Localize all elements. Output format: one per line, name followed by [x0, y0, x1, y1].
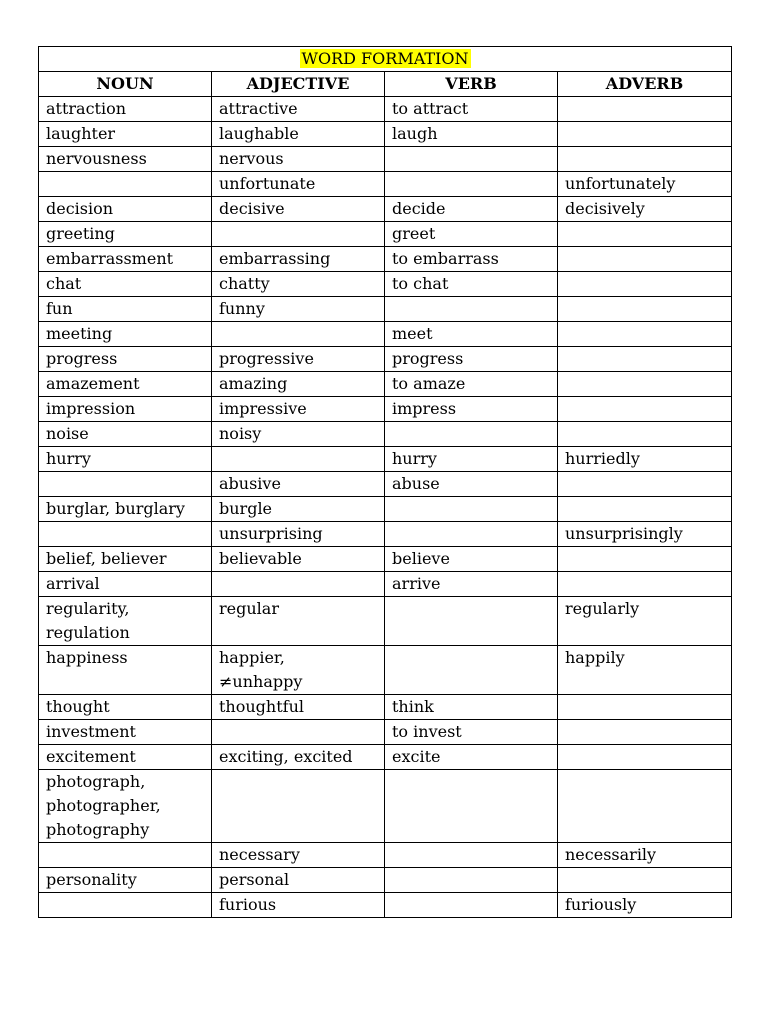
adverb-cell — [558, 247, 732, 272]
table-row — [39, 197, 732, 222]
adjective-cell: attractive — [212, 97, 385, 122]
table-row — [39, 222, 732, 247]
adverb-cell: hurriedly — [558, 447, 732, 472]
column-header-adjective: ADJECTIVE — [212, 72, 385, 97]
table-row — [39, 497, 732, 522]
noun-cell — [39, 522, 212, 547]
adjective-cell: chatty — [212, 272, 385, 297]
noun-cell: nervousness — [39, 147, 212, 172]
table-row — [39, 597, 732, 646]
noun-cell: personality — [39, 868, 212, 893]
table-row — [39, 547, 732, 572]
adverb-cell — [558, 147, 732, 172]
noun-cell: embarrassment — [39, 247, 212, 272]
noun-cell: hurry — [39, 447, 212, 472]
noun-cell: investment — [39, 720, 212, 745]
adverb-cell — [558, 868, 732, 893]
adverb-cell: regularly — [558, 597, 732, 646]
table-row — [39, 97, 732, 122]
verb-cell — [385, 172, 558, 197]
table-row — [39, 422, 732, 447]
noun-cell — [39, 172, 212, 197]
verb-cell — [385, 297, 558, 322]
verb-cell — [385, 770, 558, 843]
table-row — [39, 695, 732, 720]
adverb-cell — [558, 745, 732, 770]
verb-cell: hurry — [385, 447, 558, 472]
table-title-cell — [39, 47, 732, 72]
table-row — [39, 372, 732, 397]
verb-cell — [385, 147, 558, 172]
verb-cell — [385, 497, 558, 522]
adjective-cell: happier, ≠unhappy — [212, 646, 385, 695]
adjective-cell: burgle — [212, 497, 385, 522]
verb-cell: to invest — [385, 720, 558, 745]
adverb-cell — [558, 97, 732, 122]
adverb-cell — [558, 322, 732, 347]
noun-cell: noise — [39, 422, 212, 447]
table-row — [39, 172, 732, 197]
table-row — [39, 297, 732, 322]
noun-cell: chat — [39, 272, 212, 297]
noun-cell: impression — [39, 397, 212, 422]
verb-cell: to embarrass — [385, 247, 558, 272]
adjective-cell: unsurprising — [212, 522, 385, 547]
table-row — [39, 147, 732, 172]
verb-cell: excite — [385, 745, 558, 770]
noun-cell: arrival — [39, 572, 212, 597]
adjective-cell: progressive — [212, 347, 385, 372]
noun-cell: happiness — [39, 646, 212, 695]
adjective-cell: believable — [212, 547, 385, 572]
noun-cell — [39, 472, 212, 497]
adverb-cell — [558, 297, 732, 322]
noun-cell: burglar, burglary — [39, 497, 212, 522]
verb-cell: decide — [385, 197, 558, 222]
noun-cell: regularity, regulation — [39, 597, 212, 646]
adjective-cell — [212, 447, 385, 472]
noun-cell: decision — [39, 197, 212, 222]
adjective-cell: embarrassing — [212, 247, 385, 272]
adverb-cell — [558, 347, 732, 372]
verb-cell: arrive — [385, 572, 558, 597]
adjective-cell: impressive — [212, 397, 385, 422]
verb-cell: to amaze — [385, 372, 558, 397]
adjective-cell: abusive — [212, 472, 385, 497]
adjective-cell: amazing — [212, 372, 385, 397]
adverb-cell — [558, 397, 732, 422]
verb-cell: impress — [385, 397, 558, 422]
verb-cell: to attract — [385, 97, 558, 122]
adjective-cell: laughable — [212, 122, 385, 147]
adverb-cell — [558, 547, 732, 572]
adjective-cell: regular — [212, 597, 385, 646]
adjective-cell: exciting, excited — [212, 745, 385, 770]
adjective-cell — [212, 770, 385, 843]
noun-cell: meeting — [39, 322, 212, 347]
verb-cell: believe — [385, 547, 558, 572]
noun-cell: belief, believer — [39, 547, 212, 572]
adverb-cell — [558, 472, 732, 497]
noun-cell: greeting — [39, 222, 212, 247]
adverb-cell: furiously — [558, 893, 732, 918]
table-row — [39, 397, 732, 422]
adverb-cell — [558, 272, 732, 297]
adverb-cell — [558, 122, 732, 147]
verb-cell: progress — [385, 347, 558, 372]
table-row — [39, 572, 732, 597]
table-row — [39, 122, 732, 147]
table-row — [39, 347, 732, 372]
noun-cell: amazement — [39, 372, 212, 397]
adverb-cell — [558, 372, 732, 397]
table-row — [39, 843, 732, 868]
adjective-cell: thoughtful — [212, 695, 385, 720]
table-row — [39, 447, 732, 472]
adjective-cell: furious — [212, 893, 385, 918]
table-row — [39, 247, 732, 272]
column-header-row — [39, 72, 732, 97]
table-row — [39, 720, 732, 745]
noun-cell: fun — [39, 297, 212, 322]
verb-cell — [385, 597, 558, 646]
adjective-cell — [212, 322, 385, 347]
adverb-cell — [558, 497, 732, 522]
adjective-cell: noisy — [212, 422, 385, 447]
adjective-cell — [212, 572, 385, 597]
noun-cell: progress — [39, 347, 212, 372]
adverb-cell — [558, 422, 732, 447]
verb-cell: greet — [385, 222, 558, 247]
verb-cell: meet — [385, 322, 558, 347]
column-header-verb: VERB — [385, 72, 558, 97]
adjective-cell — [212, 720, 385, 745]
table-row — [39, 868, 732, 893]
table-row — [39, 522, 732, 547]
table-row — [39, 272, 732, 297]
table-row — [39, 745, 732, 770]
adverb-cell: decisively — [558, 197, 732, 222]
column-header-noun: NOUN — [39, 72, 212, 97]
table-row — [39, 770, 732, 843]
noun-cell: excitement — [39, 745, 212, 770]
adjective-cell: necessary — [212, 843, 385, 868]
noun-cell — [39, 843, 212, 868]
table-row — [39, 322, 732, 347]
noun-cell: photograph, photographer, photography — [39, 770, 212, 843]
adverb-cell: unsurprisingly — [558, 522, 732, 547]
verb-cell — [385, 843, 558, 868]
adverb-cell — [558, 572, 732, 597]
word-formation-table — [38, 46, 732, 918]
verb-cell: think — [385, 695, 558, 720]
verb-cell — [385, 868, 558, 893]
column-header-adverb: ADVERB — [558, 72, 732, 97]
adverb-cell: happily — [558, 646, 732, 695]
verb-cell: laugh — [385, 122, 558, 147]
table-row — [39, 472, 732, 497]
verb-cell — [385, 893, 558, 918]
table-title-row — [39, 47, 732, 72]
table-row — [39, 646, 732, 695]
verb-cell: to chat — [385, 272, 558, 297]
table-body — [39, 97, 732, 918]
adjective-cell: personal — [212, 868, 385, 893]
table-row — [39, 893, 732, 918]
adverb-cell — [558, 720, 732, 745]
adjective-cell — [212, 222, 385, 247]
adjective-cell: decisive — [212, 197, 385, 222]
adverb-cell — [558, 770, 732, 843]
noun-cell: attraction — [39, 97, 212, 122]
adjective-cell: unfortunate — [212, 172, 385, 197]
noun-cell — [39, 893, 212, 918]
verb-cell — [385, 522, 558, 547]
adjective-cell: nervous — [212, 147, 385, 172]
adverb-cell — [558, 695, 732, 720]
adverb-cell: necessarily — [558, 843, 732, 868]
noun-cell: thought — [39, 695, 212, 720]
verb-cell — [385, 422, 558, 447]
adjective-cell: funny — [212, 297, 385, 322]
adverb-cell: unfortunately — [558, 172, 732, 197]
table-title: WORD FORMATION — [301, 49, 469, 68]
verb-cell — [385, 646, 558, 695]
verb-cell: abuse — [385, 472, 558, 497]
noun-cell: laughter — [39, 122, 212, 147]
adverb-cell — [558, 222, 732, 247]
